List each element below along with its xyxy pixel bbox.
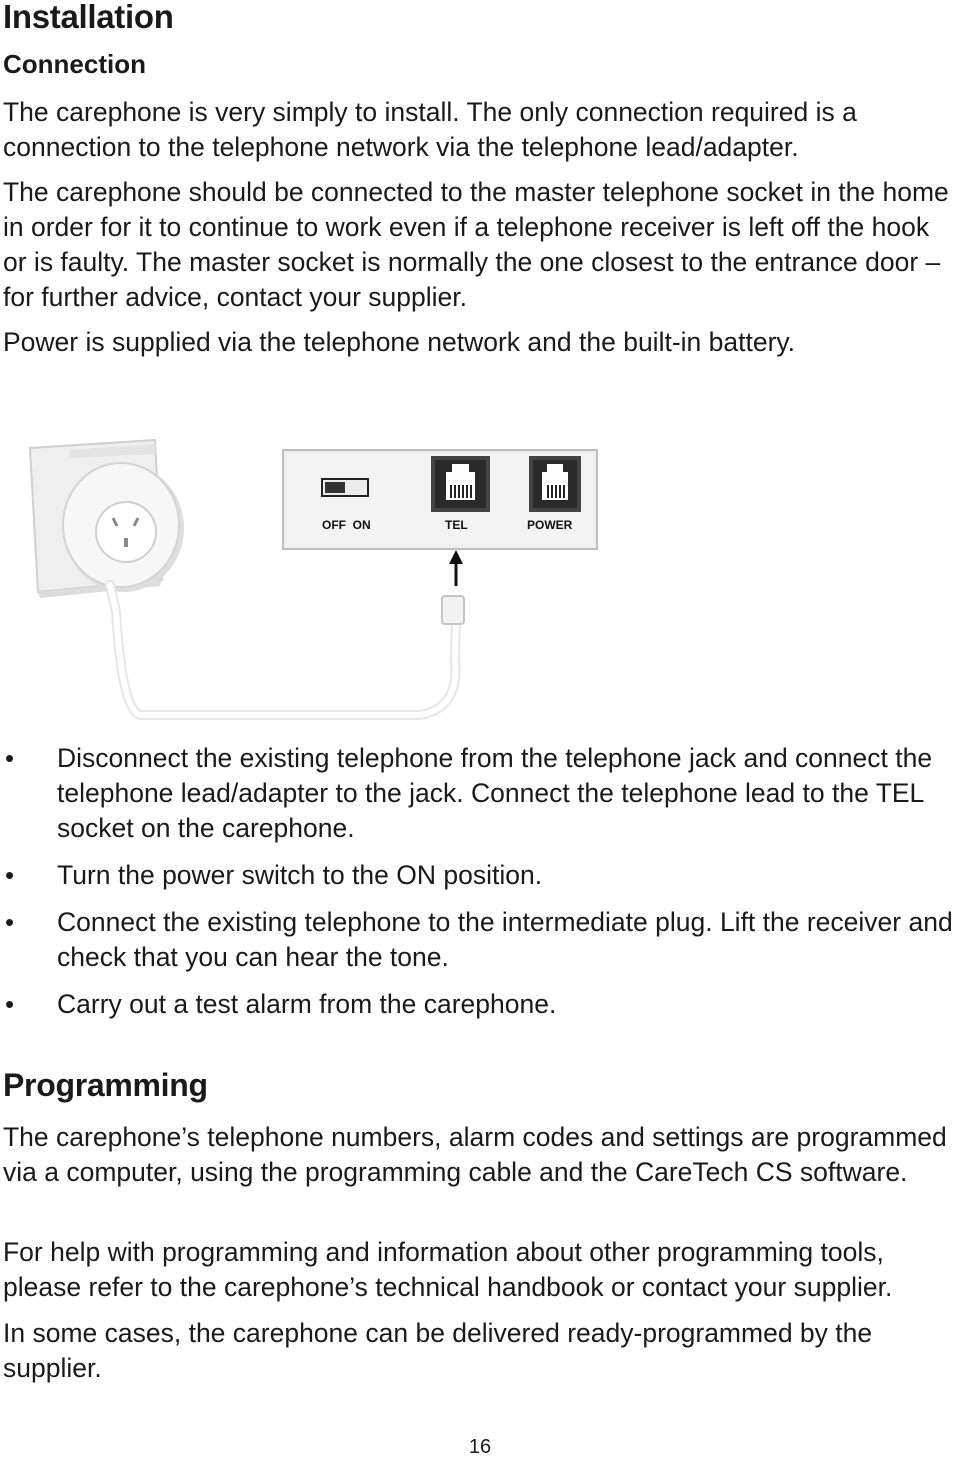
list-item: [0, 858, 960, 893]
list-item: [0, 905, 960, 975]
connection-paragraph-3: Power is supplied via the telephone network and the built-in battery.: [3, 327, 796, 357]
programming-heading: Programming: [3, 1067, 208, 1103]
bullet-icon: •: [5, 743, 15, 773]
programming-paragraph-3: In some cases, the carephone can be delivered ready-programmed by the supplier.: [3, 1318, 873, 1383]
bullet-icon: •: [5, 907, 15, 937]
power-jack-icon: [529, 456, 581, 512]
arrow-up-icon: [449, 550, 463, 586]
switch-label: OFF ON: [322, 518, 371, 532]
power-switch-icon: [322, 479, 368, 496]
installation-diagram: [0, 430, 960, 730]
connection-paragraph-1: The carephone is very simply to install. The only connection required is a connection to the telephone network via the telephone lead/adapter.: [3, 97, 857, 162]
programming-paragraph-2: For help with programming and information about other programming tools, please refer to the carephone’s technical handbook or contact your supplier.: [3, 1237, 893, 1302]
step-text: Turn the power switch to the ON position.: [57, 860, 543, 890]
step-text: Carry out a test alarm from the carephone.: [57, 989, 557, 1019]
bullet-icon: •: [5, 860, 15, 890]
carephone-back-panel: [283, 450, 597, 549]
list-item: [0, 741, 960, 846]
power-label: POWER: [527, 518, 573, 532]
installation-steps: [0, 741, 960, 1034]
list-item: [0, 987, 960, 1022]
step-text: Connect the existing telephone to the intermediate plug. Lift the receiver and check that you can hear the tone.: [57, 907, 953, 972]
programming-paragraph-1: The carephone’s telephone numbers, alarm codes and settings are programmed via a computer, using the programming cable and the CareTech CS software.: [3, 1122, 947, 1187]
connection-paragraph-2: The carephone should be connected to the master telephone socket in the home in order for it to continue to work even if a telephone receiver is left off the hook or is faulty. The master socket is normally the one closest to the entrance door – for further advice, contact your supplier.: [3, 177, 949, 312]
connection-heading: Connection: [3, 49, 146, 79]
page-number: 16: [468, 1436, 492, 1458]
tel-jack-icon: [431, 456, 490, 512]
tel-label: TEL: [445, 518, 468, 532]
bullet-icon: •: [5, 989, 15, 1019]
section-title: Installation: [3, 0, 174, 35]
step-text: Disconnect the existing telephone from the telephone jack and connect the telephone lead/adapter to the jack. Connect the telephone lead to the TEL socket on the carephone.: [57, 743, 933, 843]
